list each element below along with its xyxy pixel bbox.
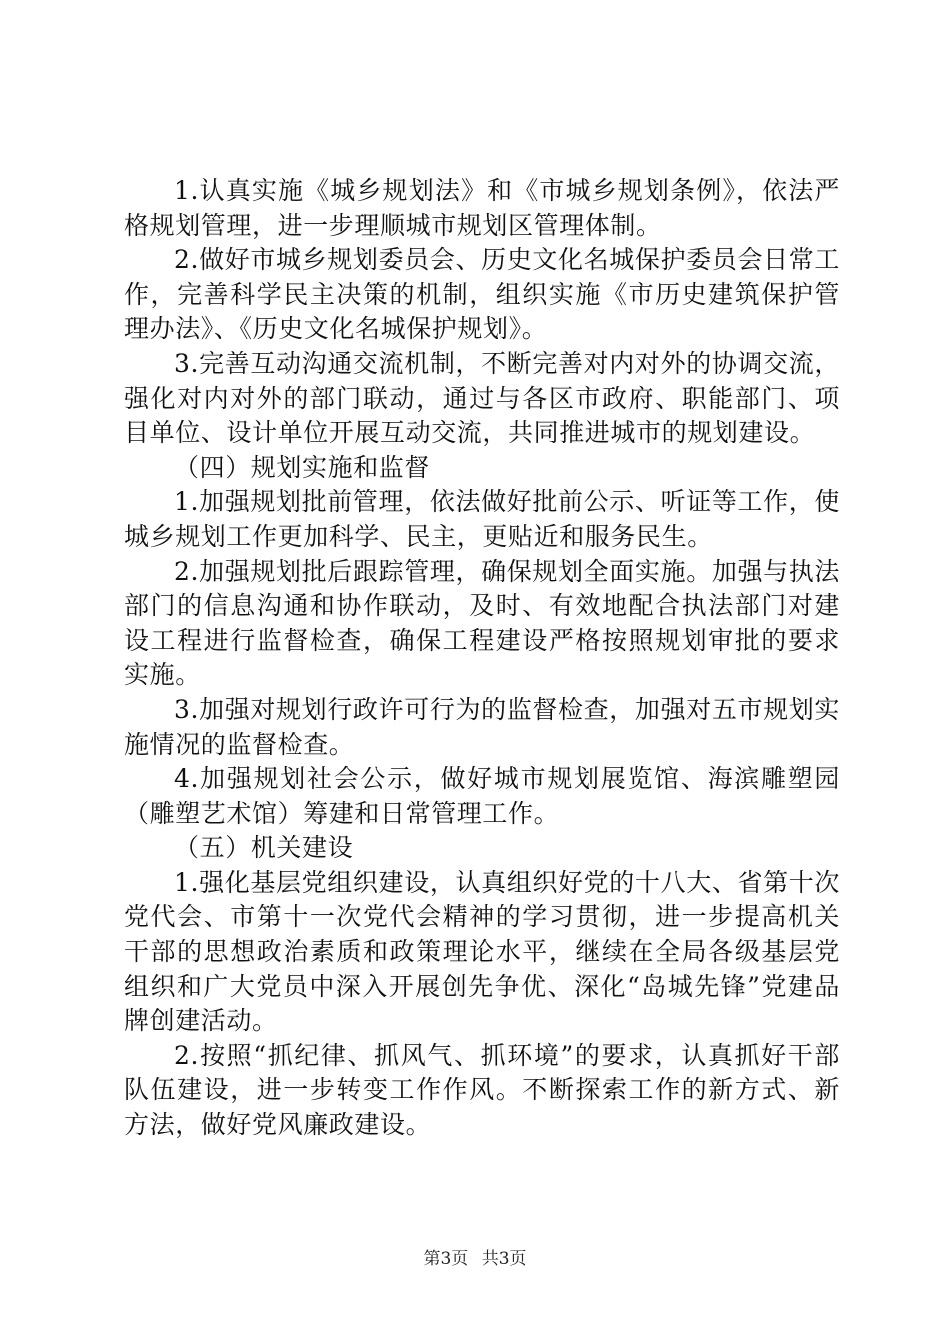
paragraph: 3.完善互动沟通交流机制，不断完善对内对外的协调交流，强化对内对外的部门联动，通过与各区市政府、职能部门、项目单位、设计单位开展互动交流，共同推进城市的规划建设。: [124, 348, 840, 448]
paragraph: 3.加强对规划行政许可行为的监督检查，加强对五市规划实施情况的监督检查。: [124, 694, 840, 759]
document-body: [124, 174, 840, 1143]
paragraph: 1.加强规划批前管理，依法做好批前公示、听证等工作，使城乡规划工作更加科学、民主，更贴近和服务民生。: [124, 487, 840, 551]
section-heading: （四）规划实施和监督: [174, 452, 431, 482]
section-heading: （五）机关建设: [174, 833, 354, 863]
paragraph: 1.认真实施《城乡规划法》和《市城乡规划条例》，依法严格规划管理，进一步理顺城市规划区管理体制。: [124, 176, 840, 240]
paragraph: 2.做好市城乡规划委员会、历史文化名城保护委员会日常工作，完善科学民主决策的机制，组织实施《市历史建筑保护管理办法》、《历史文化名城保护规划》。: [124, 245, 840, 344]
paragraph: 2.按照“抓纪律、抓风气、抓环境”的要求，认真抓好干部队伍建设，进一步转变工作作风。不断探索工作的新方式、新方法，做好党风廉政建设。: [124, 1040, 840, 1140]
paragraph: 2.加强规划批后跟踪管理，确保规划全面实施。加强与执法部门的信息沟通和协作联动，及时、有效地配合执法部门对建设工程进行监督检查，确保工程建设严格按照规划审批的要求实施。: [124, 556, 840, 690]
paragraph: 4.加强规划社会公示，做好城市规划展览馆、海滨雕塑园（雕塑艺术馆）筹建和日常管理工作。: [124, 764, 840, 828]
page-total: 共3页: [481, 1249, 527, 1269]
paragraph: 1.强化基层党组织建设，认真组织好党的十八大、省第十次党代会、市第十一次党代会精神的学习贯彻，进一步提高机关干部的思想政治素质和政策理论水平，继续在全局各级基层党组织和广大党员中深入开展创先争优、深化“岛城先锋”党建品牌创建活动。: [124, 867, 840, 1036]
page-number: 第3页: [423, 1249, 469, 1269]
page-footer: [0, 1244, 950, 1269]
